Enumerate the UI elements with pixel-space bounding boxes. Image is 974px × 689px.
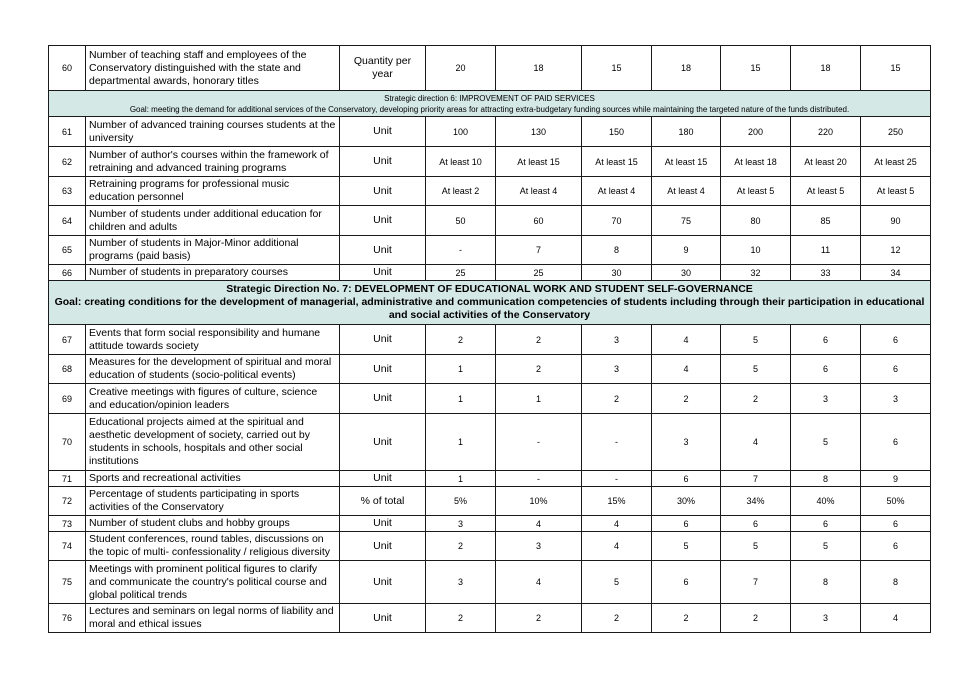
indicator-value: 4	[582, 532, 652, 561]
indicator-value: -	[426, 236, 496, 265]
indicator-value: 2	[426, 532, 496, 561]
indicator-value: 2	[721, 384, 791, 414]
indicator-name: Sports and recreational activities	[86, 471, 340, 487]
indicator-name: Percentage of students participating in sports activities of the Conservatory	[86, 487, 340, 516]
indicator-value: 32	[721, 265, 791, 281]
row-number: 75	[49, 561, 86, 604]
indicator-value: 6	[861, 516, 931, 532]
indicator-value: 2	[496, 604, 582, 633]
indicator-name: Number of advanced training courses students at the university	[86, 117, 340, 147]
indicator-name: Meetings with prominent political figures to clarify and communicate the country's political course and global political trends	[86, 561, 340, 604]
indicator-value: 6	[861, 414, 931, 471]
row-number: 72	[49, 487, 86, 516]
unit-of-measure: % of total	[340, 487, 426, 516]
indicator-value: -	[582, 471, 652, 487]
indicator-value: 40%	[791, 487, 861, 516]
indicator-name: Student conferences, round tables, discussions on the topic of multi- confessionality / religious diversity	[86, 532, 340, 561]
indicator-value: 1	[496, 384, 582, 414]
indicator-value: 3	[426, 561, 496, 604]
table-row	[49, 147, 931, 177]
table-row	[49, 355, 931, 384]
indicator-name: Creative meetings with figures of culture, science and education/opinion leaders	[86, 384, 340, 414]
indicator-value: 18	[652, 46, 721, 91]
indicator-value: 130	[496, 117, 582, 147]
section-header-cell	[49, 281, 931, 325]
table-row	[49, 384, 931, 414]
indicator-value: 30	[652, 265, 721, 281]
indicator-value: 6	[652, 561, 721, 604]
indicator-value: 4	[861, 604, 931, 633]
indicator-value: 20	[426, 46, 496, 91]
indicator-value: -	[496, 471, 582, 487]
indicator-value: 2	[426, 325, 496, 355]
indicator-name: Lectures and seminars on legal norms of liability and moral and ethical issues	[86, 604, 340, 633]
indicator-value: 18	[791, 46, 861, 91]
row-number: 70	[49, 414, 86, 471]
row-number: 64	[49, 206, 86, 236]
section-goal: Goal: creating conditions for the development of managerial, administrative and communication competencies of students including through their participation in educational and social activities of the Conservatory	[54, 296, 925, 321]
indicator-value: At least 4	[582, 177, 652, 206]
indicator-value: 4	[582, 516, 652, 532]
section-header-7	[49, 281, 931, 325]
indicator-value: 6	[721, 516, 791, 532]
indicator-value: 10%	[496, 487, 582, 516]
row-number: 63	[49, 177, 86, 206]
indicator-name: Number of author's courses within the framework of retraining and advanced training programs	[86, 147, 340, 177]
indicator-value: 5	[721, 355, 791, 384]
row-number: 60	[49, 46, 86, 91]
table-body	[49, 46, 931, 633]
indicator-value: At least 10	[426, 147, 496, 177]
table-row	[49, 516, 931, 532]
unit-of-measure: Unit	[340, 236, 426, 265]
indicator-value: -	[496, 414, 582, 471]
indicator-value: 8	[582, 236, 652, 265]
indicator-value: 3	[496, 532, 582, 561]
indicator-value: 15	[721, 46, 791, 91]
indicator-value: 7	[721, 471, 791, 487]
unit-of-measure: Unit	[340, 206, 426, 236]
indicator-value: 15%	[582, 487, 652, 516]
indicator-value: 220	[791, 117, 861, 147]
indicators-table	[48, 45, 931, 633]
unit-of-measure: Unit	[340, 561, 426, 604]
indicator-value: 11	[791, 236, 861, 265]
indicator-value: 6	[861, 325, 931, 355]
row-number: 65	[49, 236, 86, 265]
indicator-value: 5	[721, 532, 791, 561]
indicator-value: 15	[861, 46, 931, 91]
unit-of-measure: Unit	[340, 516, 426, 532]
indicator-value: 6	[652, 516, 721, 532]
indicator-value: 1	[426, 384, 496, 414]
indicator-value: -	[582, 414, 652, 471]
indicator-value: At least 2	[426, 177, 496, 206]
section-header-6	[49, 91, 931, 117]
indicator-value: 75	[652, 206, 721, 236]
indicator-name: Retraining programs for professional music education personnel	[86, 177, 340, 206]
table-row	[49, 46, 931, 91]
unit-of-measure: Unit	[340, 471, 426, 487]
row-number: 67	[49, 325, 86, 355]
indicator-value: 50	[426, 206, 496, 236]
indicator-value: 6	[791, 355, 861, 384]
unit-of-measure: Unit	[340, 355, 426, 384]
indicator-value: 1	[426, 414, 496, 471]
indicator-value: 1	[426, 471, 496, 487]
indicator-value: 2	[652, 384, 721, 414]
indicator-value: At least 5	[861, 177, 931, 206]
indicator-value: At least 20	[791, 147, 861, 177]
indicator-name: Events that form social responsibility and humane attitude towards society	[86, 325, 340, 355]
indicator-value: At least 15	[582, 147, 652, 177]
indicator-name: Number of students under additional education for children and adults	[86, 206, 340, 236]
indicator-value: 3	[652, 414, 721, 471]
row-number: 76	[49, 604, 86, 633]
unit-of-measure: Unit	[340, 117, 426, 147]
indicator-value: 60	[496, 206, 582, 236]
indicator-value: 4	[721, 414, 791, 471]
table-row	[49, 206, 931, 236]
table-row	[49, 487, 931, 516]
indicator-value: 4	[652, 325, 721, 355]
indicator-value: 5	[652, 532, 721, 561]
indicator-value: 12	[861, 236, 931, 265]
indicator-value: 25	[496, 265, 582, 281]
indicator-value: 33	[791, 265, 861, 281]
section-goal: Goal: meeting the demand for additional services of the Conservatory, developing priority areas for attracting extra-budgetary funding sources while maintaining the targeted nature of the funds distributed.	[129, 104, 850, 114]
section-title: Strategic direction 6: IMPROVEMENT OF PAID SERVICES	[384, 93, 595, 103]
unit-of-measure: Unit	[340, 325, 426, 355]
table-row	[49, 265, 931, 281]
indicator-value: 6	[861, 355, 931, 384]
unit-of-measure: Unit	[340, 265, 426, 281]
indicator-value: 250	[861, 117, 931, 147]
section-title: Strategic Direction No. 7: DEVELOPMENT OF EDUCATIONAL WORK AND STUDENT SELF-GOVERNANCE	[226, 283, 753, 295]
indicator-value: 2	[426, 604, 496, 633]
indicator-value: 9	[861, 471, 931, 487]
indicator-value: 6	[791, 325, 861, 355]
indicator-name: Educational projects aimed at the spiritual and aesthetic development of society, carried out by students in schools, hospitals and other social institutions	[86, 414, 340, 471]
indicator-value: 3	[791, 604, 861, 633]
indicator-name: Number of student clubs and hobby groups	[86, 516, 340, 532]
indicator-value: 9	[652, 236, 721, 265]
indicator-value: At least 25	[861, 147, 931, 177]
indicator-value: 6	[652, 471, 721, 487]
unit-of-measure: Unit	[340, 604, 426, 633]
indicator-value: 10	[721, 236, 791, 265]
indicator-value: 5	[721, 325, 791, 355]
indicator-value: 8	[861, 561, 931, 604]
indicator-value: 8	[791, 471, 861, 487]
indicator-name: Number of students in preparatory courses	[86, 265, 340, 281]
indicator-value: 3	[426, 516, 496, 532]
indicator-value: At least 5	[791, 177, 861, 206]
indicator-value: 3	[582, 355, 652, 384]
indicator-value: 70	[582, 206, 652, 236]
indicator-value: 150	[582, 117, 652, 147]
indicator-value: 34%	[721, 487, 791, 516]
table-row	[49, 561, 931, 604]
indicator-value: 100	[426, 117, 496, 147]
table-row	[49, 236, 931, 265]
indicator-value: 5	[791, 532, 861, 561]
table-row	[49, 177, 931, 206]
indicator-value: 6	[861, 532, 931, 561]
indicator-value: 34	[861, 265, 931, 281]
indicator-value: 7	[496, 236, 582, 265]
row-number: 71	[49, 471, 86, 487]
row-number: 66	[49, 265, 86, 281]
indicator-value: At least 15	[652, 147, 721, 177]
indicator-value: At least 15	[496, 147, 582, 177]
indicator-value: 30%	[652, 487, 721, 516]
indicator-name: Number of teaching staff and employees of the Conservatory distinguished with the state and departmental awards, honorary titles	[86, 46, 340, 91]
unit-of-measure: Unit	[340, 384, 426, 414]
table-row	[49, 414, 931, 471]
unit-of-measure: Unit	[340, 414, 426, 471]
indicator-value: 30	[582, 265, 652, 281]
indicator-value: 6	[791, 516, 861, 532]
indicator-value: At least 5	[721, 177, 791, 206]
unit-of-measure: Unit	[340, 177, 426, 206]
indicator-value: 3	[861, 384, 931, 414]
indicator-value: 50%	[861, 487, 931, 516]
indicator-value: 3	[791, 384, 861, 414]
indicator-value: At least 4	[652, 177, 721, 206]
indicator-value: 5%	[426, 487, 496, 516]
indicator-value: At least 18	[721, 147, 791, 177]
indicator-value: 2	[582, 604, 652, 633]
indicator-value: 2	[652, 604, 721, 633]
indicator-value: 180	[652, 117, 721, 147]
row-number: 74	[49, 532, 86, 561]
row-number: 69	[49, 384, 86, 414]
row-number: 73	[49, 516, 86, 532]
indicator-value: 85	[791, 206, 861, 236]
indicator-value: 5	[582, 561, 652, 604]
table-row	[49, 325, 931, 355]
table-row	[49, 471, 931, 487]
indicator-value: 18	[496, 46, 582, 91]
indicator-value: 2	[582, 384, 652, 414]
indicator-value: 2	[496, 325, 582, 355]
table-row	[49, 604, 931, 633]
row-number: 61	[49, 117, 86, 147]
table-row	[49, 117, 931, 147]
indicator-value: 3	[582, 325, 652, 355]
indicator-value: 90	[861, 206, 931, 236]
indicator-value: 200	[721, 117, 791, 147]
unit-of-measure: Unit	[340, 147, 426, 177]
indicator-value: 4	[496, 516, 582, 532]
indicator-value: 4	[652, 355, 721, 384]
indicator-name: Measures for the development of spiritual and moral education of students (socio-political events)	[86, 355, 340, 384]
indicator-value: 7	[721, 561, 791, 604]
table-row	[49, 532, 931, 561]
indicator-value: 8	[791, 561, 861, 604]
indicator-value: 1	[426, 355, 496, 384]
indicator-value: 80	[721, 206, 791, 236]
indicator-value: 2	[721, 604, 791, 633]
unit-of-measure: Quantity per year	[340, 46, 426, 91]
indicator-value: 15	[582, 46, 652, 91]
unit-of-measure: Unit	[340, 532, 426, 561]
section-header-cell	[49, 91, 931, 117]
indicator-value: 25	[426, 265, 496, 281]
indicator-name: Number of students in Major-Minor additional programs (paid basis)	[86, 236, 340, 265]
indicator-value: 5	[791, 414, 861, 471]
row-number: 68	[49, 355, 86, 384]
indicator-value: At least 4	[496, 177, 582, 206]
indicator-value: 4	[496, 561, 582, 604]
indicator-value: 2	[496, 355, 582, 384]
row-number: 62	[49, 147, 86, 177]
